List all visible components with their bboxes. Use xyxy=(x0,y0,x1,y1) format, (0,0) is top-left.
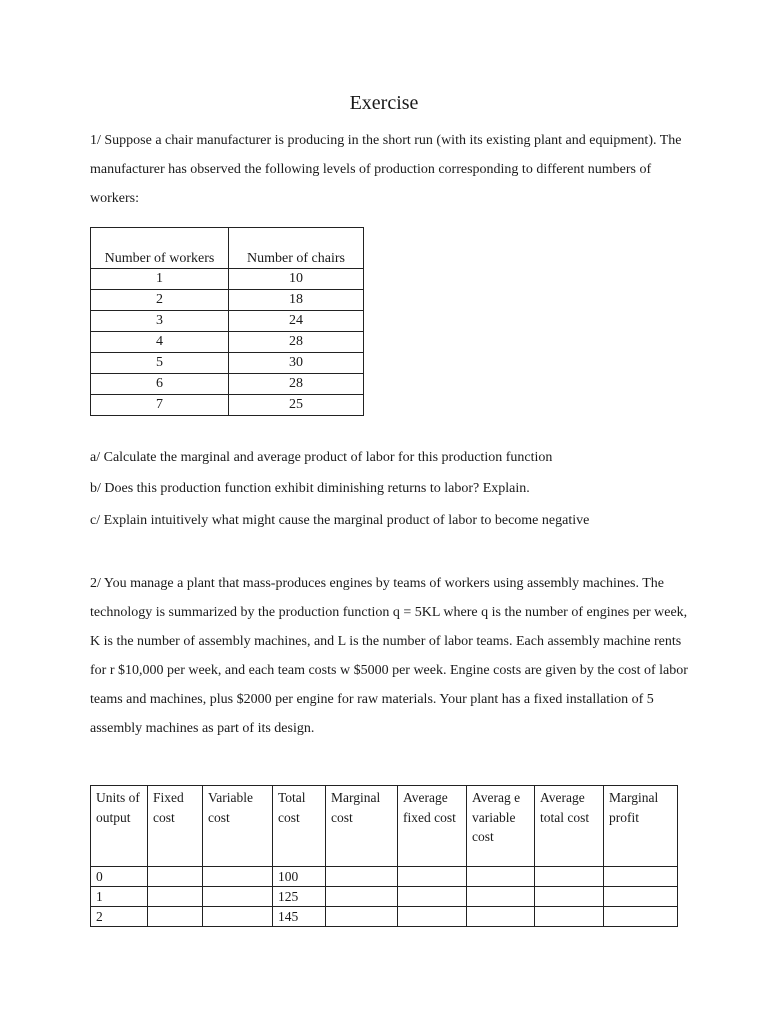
table-cell: 5 xyxy=(91,353,229,374)
column-header-average-variable-cost: Averag e variable cost xyxy=(467,786,535,867)
table-cell: 7 xyxy=(91,395,229,416)
table-cell: 10 xyxy=(229,269,364,290)
column-header-fixed-cost: Fixed cost xyxy=(148,786,203,867)
question-1c: c/ Explain intuitively what might cause the marginal product of labor to become negative xyxy=(90,513,590,528)
question-1b: b/ Does this production function exhibit diminishing returns to labor? Explain. xyxy=(90,481,530,496)
table-cell xyxy=(398,907,467,927)
table-row xyxy=(91,311,364,332)
table-row xyxy=(91,269,364,290)
table-cell xyxy=(467,867,535,887)
table-cell xyxy=(326,867,398,887)
column-header-average-fixed-cost: Average fixed cost xyxy=(398,786,467,867)
table-header-row xyxy=(91,786,678,867)
table-cell xyxy=(604,907,678,927)
table-cell xyxy=(326,887,398,907)
column-header-chairs: Number of chairs xyxy=(229,228,364,269)
cost-table xyxy=(90,785,678,927)
table-cell xyxy=(148,867,203,887)
table-cell xyxy=(203,907,273,927)
table-cell xyxy=(604,887,678,907)
table-cell: 3 xyxy=(91,311,229,332)
table-cell xyxy=(148,907,203,927)
table-cell: 2 xyxy=(91,290,229,311)
question-2-text: 2/ You manage a plant that mass-produces engines by teams of workers using assembly machines. The technology is summarized by the production function q = 5KL where q is the number of engines per week, K is the number of assembly machines, and L is the number of labor teams. Each assembly machine rents for r $10,000 per week, and each team costs w $5000 per week. Engine costs are given by the cost of labor teams and machines, plus $2000 per engine for raw materials. Your plant has a fixed installation of 5 assembly machines as part of its design. xyxy=(90,576,688,736)
table-row xyxy=(91,907,678,927)
table-cell: 30 xyxy=(229,353,364,374)
table-cell: 24 xyxy=(229,311,364,332)
column-header-variable-cost: Variable cost xyxy=(203,786,273,867)
table-cell xyxy=(535,887,604,907)
column-header-marginal-cost: Marginal cost xyxy=(326,786,398,867)
table-cell: 28 xyxy=(229,332,364,353)
table-cell xyxy=(326,907,398,927)
workers-chairs-table xyxy=(90,227,364,416)
table-cell xyxy=(467,887,535,907)
table-cell: 6 xyxy=(91,374,229,395)
column-header-marginal-profit: Marginal profit xyxy=(604,786,678,867)
table-cell: 18 xyxy=(229,290,364,311)
table-cell xyxy=(535,867,604,887)
table-row xyxy=(91,353,364,374)
table-header-row xyxy=(91,228,364,269)
question-1-text: 1/ Suppose a chair manufacturer is producing in the short run (with its existing plant and equipment). The manufacturer has observed the following levels of production corresponding to different numbers of workers: xyxy=(90,133,682,206)
table-cell: 125 xyxy=(273,887,326,907)
table-cell: 28 xyxy=(229,374,364,395)
column-header-total-cost: Total cost xyxy=(273,786,326,867)
table-cell xyxy=(398,867,467,887)
table-row xyxy=(91,887,678,907)
table-row xyxy=(91,867,678,887)
table-cell: 25 xyxy=(229,395,364,416)
table-row xyxy=(91,290,364,311)
table-cell xyxy=(148,887,203,907)
table-cell xyxy=(467,907,535,927)
page-title: Exercise xyxy=(349,92,419,114)
question-1a: a/ Calculate the marginal and average product of labor for this production function xyxy=(90,450,553,465)
table-cell: 100 xyxy=(273,867,326,887)
column-header-average-total-cost: Average total cost xyxy=(535,786,604,867)
table-cell: 145 xyxy=(273,907,326,927)
table-row xyxy=(91,374,364,395)
column-header-workers: Number of workers xyxy=(91,228,229,269)
table-cell xyxy=(604,867,678,887)
table-cell: 2 xyxy=(91,907,148,927)
table-cell: 0 xyxy=(91,867,148,887)
table-cell: 1 xyxy=(91,269,229,290)
table-row xyxy=(91,395,364,416)
table-cell xyxy=(535,907,604,927)
table-cell xyxy=(203,867,273,887)
table-cell xyxy=(203,887,273,907)
table-cell: 1 xyxy=(91,887,148,907)
table-row xyxy=(91,332,364,353)
table-cell: 4 xyxy=(91,332,229,353)
column-header-units-of-output: Units of output xyxy=(91,786,148,867)
table-cell xyxy=(398,887,467,907)
